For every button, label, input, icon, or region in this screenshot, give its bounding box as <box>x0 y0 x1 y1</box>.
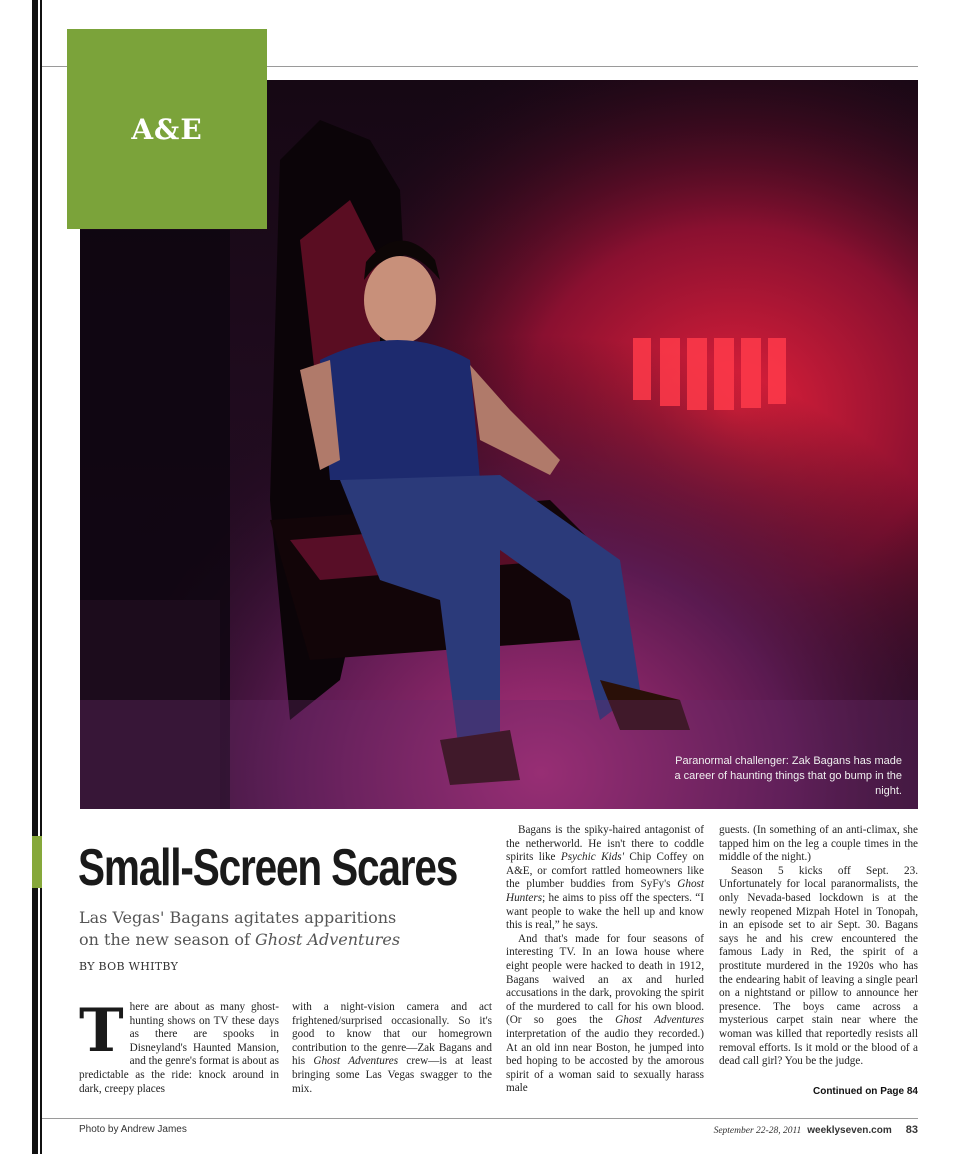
byline: BY BOB WHITBY <box>79 960 179 973</box>
column-text: And that's made for four seasons of interesting TV. In an Iowa house where eight people were hacked to death in 1912, Bagans waived an ax and hurled accusations in the dark, provoking the spirit of the murdered to call for his own blood. (Or so goes the <box>506 932 704 1027</box>
article-column-3 <box>506 824 704 1096</box>
column-italic: Ghost Hunters <box>506 878 704 904</box>
dek <box>79 907 409 951</box>
headline: Small-Screen Scares <box>78 839 458 897</box>
paragraph: guests. (In something of an anti-climax, she tapped him on the leg a couple times in the middle of the night.) <box>719 824 918 864</box>
dek-text: Las Vegas' Bagans agitates apparitions on the new season of <box>79 908 397 949</box>
paragraph: Season 5 kicks off Sept. 23. Unfortunately for local paranormalists, the only Nevada-based lockdown is at the newly reopened Mizpah Hotel in Tonopah, in an episode set to air Sept. 30. Bagans says he and his crew encountered the famous Lady in Red, the spirit of a prostitute murdered in the 1920s who has the endearing habit of leaving a single pearl on a nightstand or pillow to announce her presence. The boys came across a mysterious carpet stain near where the woman was killed that reportedly resists all removal efforts. Is it mold or the blood of a dead call girl? You be the judge. <box>719 864 918 1068</box>
column-text: here are about as many ghost-hunting shows on TV these days as there are spooks in Disneyland's Haunted Mansion, and the genre's format is about as predictable as the ride: knock around in dark, creepy places <box>79 1001 279 1095</box>
column-italic: Ghost Adventures <box>615 1014 704 1027</box>
column-text: Bagans is the spiky-haired antagonist of the netherworld. He isn't there to coddle spirits like <box>506 824 704 864</box>
photo-credit: Photo by Andrew James <box>79 1124 187 1135</box>
issue-date: September 22-28, 2011 <box>713 1126 802 1136</box>
website-link[interactable]: weeklyseven.com <box>807 1125 892 1136</box>
column-text: crew—is at least bringing some Las Vegas swagger to the mix. <box>292 1055 492 1095</box>
article-column-2 <box>292 1001 492 1096</box>
paragraph <box>506 824 704 933</box>
dek-show-title: Ghost Adventures <box>254 930 401 949</box>
paragraph <box>506 933 704 1096</box>
page-number: 83 <box>905 1124 918 1136</box>
section-marker <box>32 836 42 888</box>
section-badge <box>67 29 267 229</box>
continued-link[interactable]: Continued on Page 84 <box>812 1086 918 1097</box>
column-text: Chip Coffey on A&E, or comfort rattled homeowners like the plumber buddies from SyFy's <box>506 851 704 891</box>
column-italic: Psychic Kids' <box>560 851 625 864</box>
article-column-1 <box>79 996 279 1096</box>
section-label: A&E <box>131 112 203 146</box>
column-italic: Ghost Adventures <box>313 1055 399 1068</box>
left-rail-thin <box>40 0 42 1154</box>
left-rail <box>32 0 38 1154</box>
footer-rule <box>42 1118 918 1119</box>
column-text: interpretation of the audio they recorded.) At an old inn near Boston, he jumped into bed hoping to be accosted by the amorous spirit of a woman said to sexually harass male <box>506 1027 704 1095</box>
article-column-4 <box>719 824 918 1069</box>
photo-caption: Paranormal challenger: Zak Bagans has made a career of haunting things that go bump in the night. <box>674 755 902 797</box>
column-text: ; he aims to piss off the specters. “I want people to wake the hell up and know this is real,” he says. <box>506 891 704 932</box>
column-text: with a night-vision camera and act frightened/surprised occasionally. So it's good to know that our homegrown contribution to the genre—Zak Bagans and his <box>292 1001 492 1068</box>
drop-cap: T <box>79 996 124 1066</box>
folio <box>714 1124 918 1136</box>
